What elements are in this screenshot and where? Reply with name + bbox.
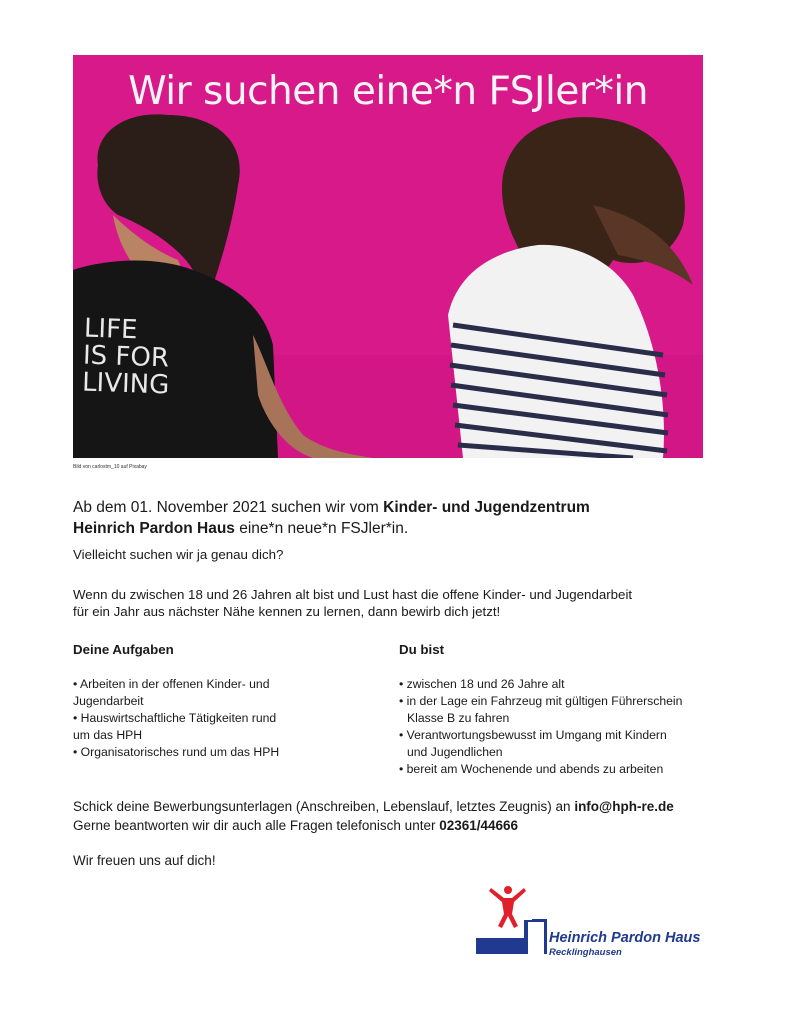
shirt-print-line: LIFE: [83, 313, 139, 346]
contact-text: Schick deine Bewerbungsunterlagen (Anschreiben, Lebenslauf, letztes Zeugnis) an: [73, 799, 575, 814]
list-item: um das HPH: [73, 728, 143, 742]
logo-name: Heinrich Pardon Haus: [549, 930, 701, 946]
hero-title: Wir suchen eine*n FSJler*in: [128, 69, 648, 114]
phone-number[interactable]: 02361/44666: [439, 818, 519, 833]
description-paragraph: [73, 586, 632, 620]
tasks-heading: Deine Aufgaben: [73, 642, 174, 657]
email-link[interactable]: info@hph-re.de: [574, 799, 674, 814]
contact-paragraph: [73, 797, 674, 835]
profile-heading: Du bist: [399, 642, 445, 657]
list-item: Klasse B zu fahren: [407, 711, 510, 725]
list-item: und Jugendlichen: [407, 745, 503, 759]
shirt-print-line: IS FOR: [82, 340, 170, 374]
contact-line: [73, 797, 674, 816]
tasks-list: [73, 676, 279, 761]
intro-part: eine*n neue*n FSJler*in.: [234, 520, 409, 537]
contact-text: Gerne beantworten wir dir auch alle Fragen telefonisch unter: [73, 818, 440, 833]
list-item: • bereit am Wochenende und abends zu arbeiten: [399, 762, 664, 776]
paragraph-line: für ein Jahr aus nächster Nähe kennen zu lernen, dann bewirb dich jetzt!: [73, 604, 501, 619]
intro-bold: Kinder- und Jugendzentrum: [383, 499, 590, 516]
profile-list: [399, 676, 682, 778]
list-item: • Organisatorisches rund um das HPH: [73, 745, 280, 759]
closing-text: Wir freuen uns auf dich!: [73, 853, 216, 868]
intro-part: Ab dem 01. November 2021 suchen wir vom: [73, 499, 384, 516]
shirt-print-line: LIVING: [81, 367, 170, 401]
list-item: Jugendarbeit: [73, 694, 144, 708]
list-item: • Hauswirtschaftliche Tätigkeiten rund: [73, 711, 277, 725]
contact-line: [73, 816, 674, 835]
list-item: • Verantwortungsbewusst im Umgang mit Kindern: [399, 728, 667, 742]
image-credit: Bild von carlostm_10 auf Pixabay: [73, 464, 147, 470]
hero-image: [73, 55, 703, 458]
shirt-print: [81, 313, 172, 401]
intro-bold: Heinrich Pardon Haus: [73, 520, 235, 537]
question-text: Vielleicht suchen wir ja genau dich?: [73, 547, 284, 562]
logo-city: Recklinghausen: [549, 947, 622, 958]
list-item: • in der Lage ein Fahrzeug mit gültigen Führerschein: [399, 694, 683, 708]
list-item: • Arbeiten in der offenen Kinder- und: [73, 677, 270, 691]
list-item: • zwischen 18 und 26 Jahre alt: [399, 677, 565, 691]
paragraph-line: Wenn du zwischen 18 und 26 Jahren alt bist und Lust hast die offene Kinder- und Jugendarbeit: [73, 587, 633, 602]
intro-text: [73, 497, 723, 539]
